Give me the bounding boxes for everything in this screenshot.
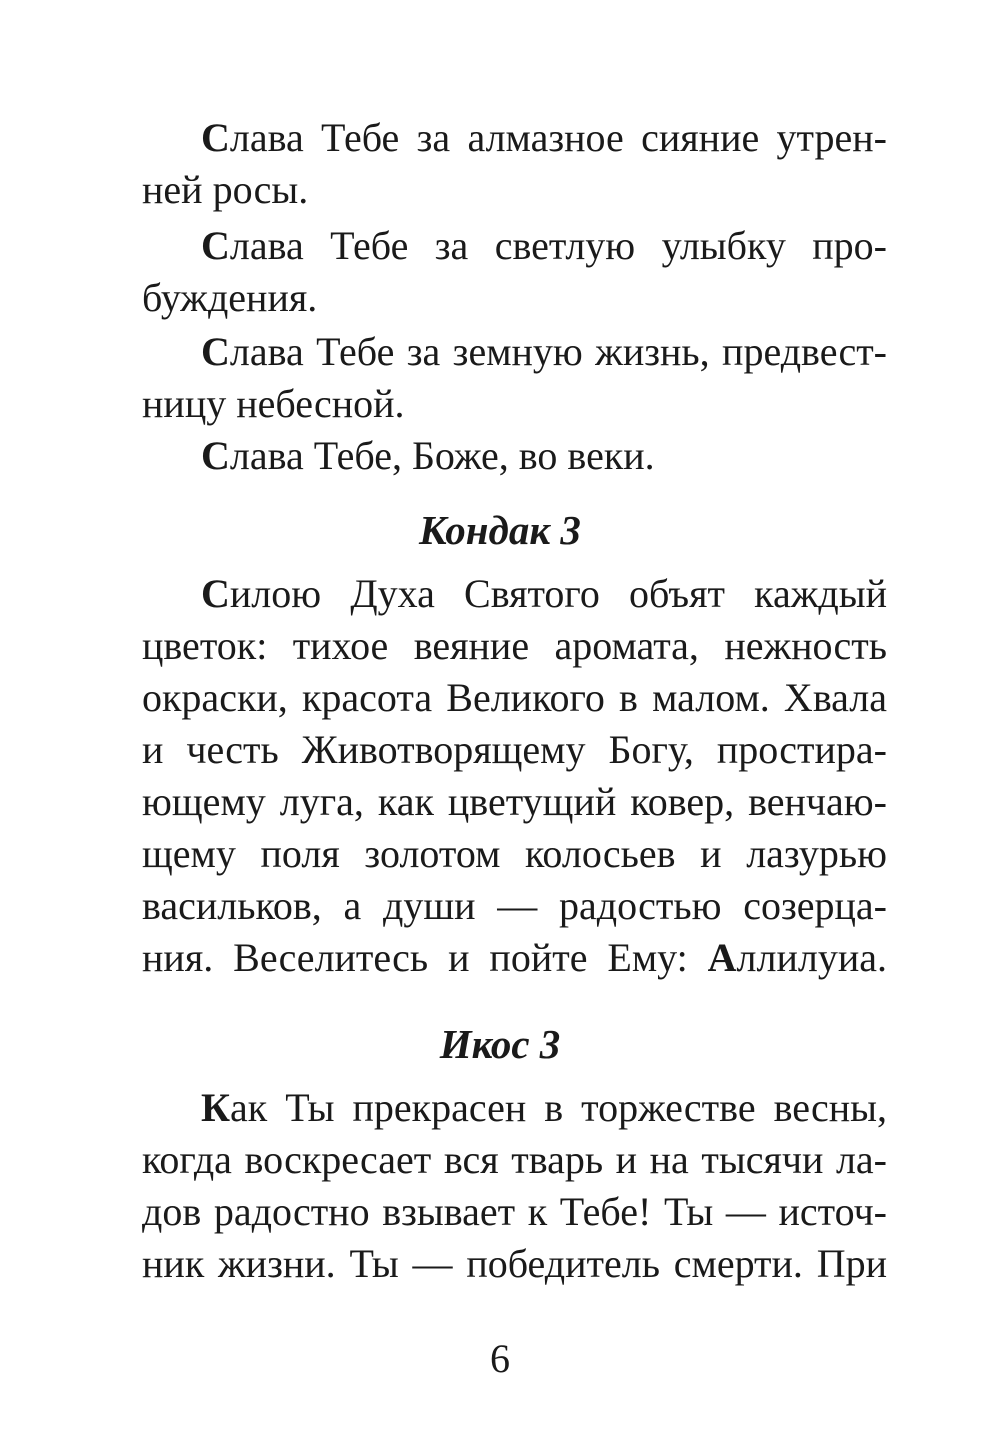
drop-capital: С	[201, 115, 230, 160]
stanza-line: Слава Тебе за земную жизнь, предвест-	[201, 329, 887, 374]
drop-capital: С	[201, 433, 230, 478]
kondak-line: васильков, а души — радостью созерца-	[142, 883, 887, 928]
kondak-line: окраски, красота Великого в малом. Хвала	[142, 675, 887, 720]
kondak-text	[142, 568, 887, 984]
ikos-heading: Икос 3	[439, 1021, 561, 1067]
kondak-heading: Кондак 3	[419, 507, 581, 553]
kondak-line: цветок: тихое веяние аромата, нежность	[142, 623, 887, 668]
kondak-line: щему поля золотом колосьев и лазурью	[142, 831, 887, 876]
kondak-line: Силою Духа Святого объят каждый	[201, 571, 887, 616]
alleluia-capital: А	[707, 935, 737, 980]
kondak-line: ния. Веселитесь и пойте Ему: Аллилуиа.	[142, 935, 887, 980]
ikos-line: дов радостно взывает к Тебе! Ты — источ-	[142, 1189, 887, 1234]
drop-capital: К	[201, 1085, 231, 1130]
glory-stanza-4	[142, 430, 887, 482]
glory-stanza-1	[142, 112, 887, 216]
kondak-line: и честь Животворящему Богу, простира-	[142, 727, 887, 772]
page-number: 6	[490, 1336, 510, 1381]
drop-capital: С	[201, 329, 230, 374]
stanza-line: Слава Тебе, Боже, во веки.	[201, 433, 655, 478]
kondak-line: ющему луга, как цветущий ковер, венчаю-	[142, 779, 887, 824]
ikos-line: когда воскресает вся тварь и на тысячи ла-	[142, 1137, 887, 1182]
drop-capital: С	[201, 571, 230, 616]
drop-capital: С	[201, 223, 230, 268]
glory-stanza-3	[142, 326, 887, 430]
ikos-line: Как Ты прекрасен в торжестве весны,	[201, 1085, 887, 1130]
stanza-line: ней росы.	[142, 167, 309, 212]
stanza-line: буждения.	[142, 275, 318, 320]
ikos-line: ник жизни. Ты — победитель смерти. При	[142, 1241, 887, 1286]
stanza-line: Слава Тебе за алмазное сияние утрен-	[201, 115, 887, 160]
stanza-line: ницу небесной.	[142, 381, 405, 426]
stanza-line: Слава Тебе за светлую улыбку про-	[201, 223, 887, 268]
ikos-text	[142, 1082, 887, 1290]
glory-stanza-2	[142, 220, 887, 324]
